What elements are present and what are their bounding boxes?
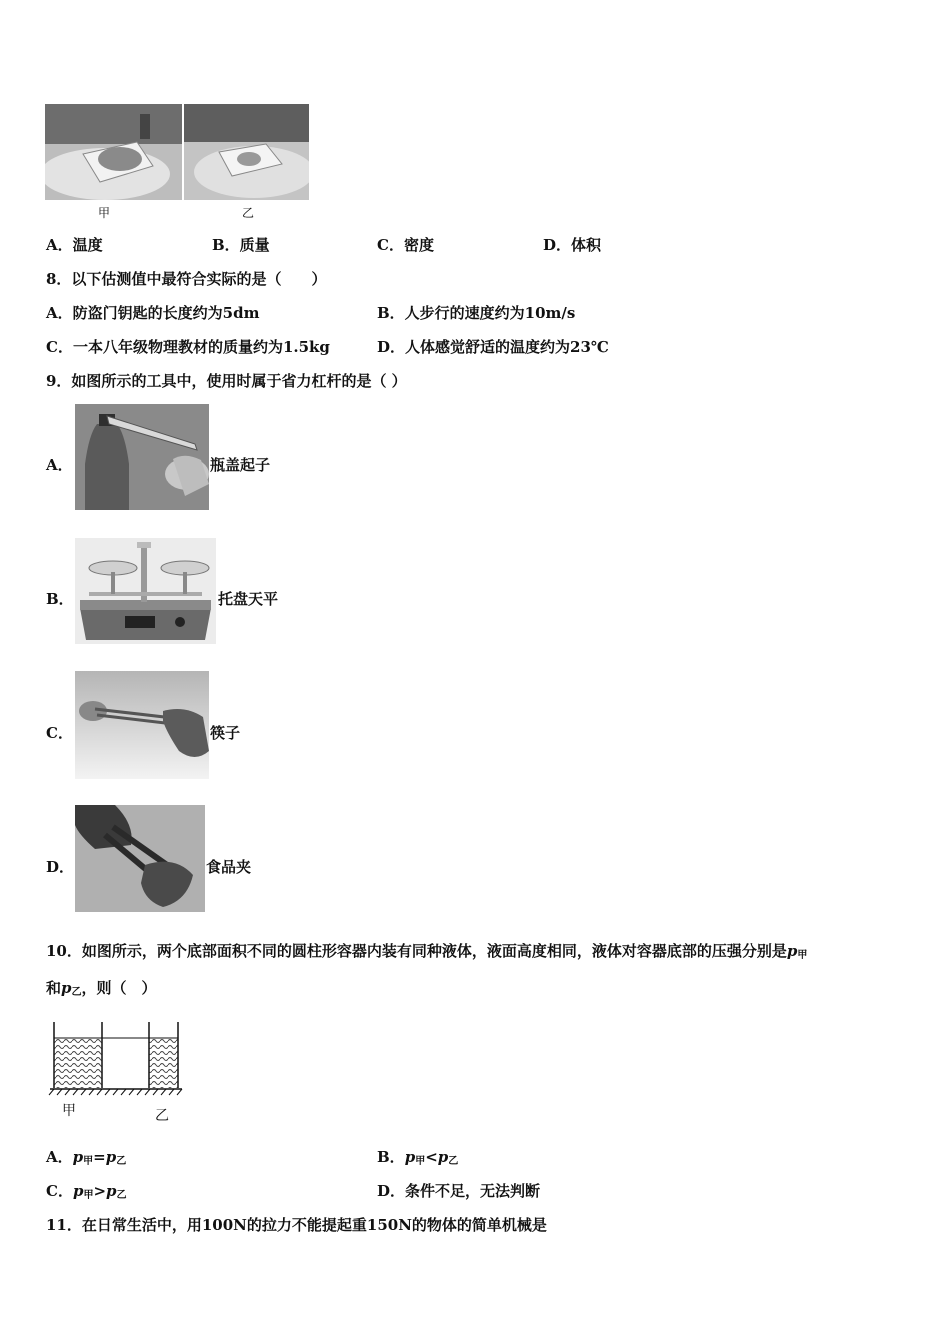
food-tongs-image: [75, 805, 205, 912]
figure-label-yi: 乙: [242, 206, 255, 220]
q9-option-a-letter[interactable]: A．: [46, 456, 73, 474]
figure-label-jia: 甲: [98, 206, 111, 220]
q9-stem: 9．如图所示的工具中，使用时属于省力杠杆的是（ ）: [46, 372, 407, 390]
q8-option-c[interactable]: C．一本八年级物理教材的质量约为1.5kg: [46, 338, 330, 356]
q9-option-b-label: 托盘天平: [218, 590, 279, 608]
q10-option-c[interactable]: C．p甲>p乙: [46, 1182, 127, 1201]
q9-option-d-label: 食品夹: [206, 858, 252, 876]
q8-option-a[interactable]: A．防盗门钥匙的长度约为5dm: [46, 304, 260, 322]
q10-sub-jia: 甲: [797, 950, 808, 961]
photo-jia: [45, 104, 182, 200]
bottle-opener-image: [75, 404, 209, 510]
q10-stem-text: 10．如图所示，两个底部面积不同的圆柱形容器内装有同种液体，液面高度相同，液体对容器底部的压强分别是: [46, 942, 787, 960]
q7-option-b[interactable]: B．质量: [212, 236, 270, 254]
photo-yi: [184, 104, 309, 200]
q7-option-c[interactable]: C．密度: [377, 236, 434, 254]
chopsticks-image: [75, 671, 209, 779]
q7-option-d[interactable]: D．体积: [543, 236, 602, 254]
q11-stem: 11．在日常生活中，用100N的拉力不能提起重150N的物体的简单机械是: [46, 1216, 547, 1234]
q9-option-c-letter[interactable]: C．: [46, 724, 73, 742]
q9-option-a-label: 瓶盖起子: [210, 456, 271, 474]
q10-option-d[interactable]: D．条件不足，无法判断: [377, 1182, 541, 1200]
q10-option-b[interactable]: B．p甲<p乙: [377, 1148, 459, 1167]
q9-option-b-letter[interactable]: B．: [46, 590, 74, 608]
q10-stem-line1: [46, 941, 807, 964]
q8-option-b[interactable]: B．人步行的速度约为10m/s: [377, 304, 576, 322]
q10-sub-yi: 乙: [71, 987, 82, 998]
q10-and: 和: [46, 979, 62, 997]
q8-stem: 8．以下估测值中最符合实际的是（ ）: [46, 270, 327, 288]
q10-p-symbol: p: [786, 942, 798, 960]
container-label-yi: 乙: [155, 1108, 169, 1124]
q10-stem-suffix: ，则（ ）: [81, 979, 157, 997]
q8-option-d[interactable]: D．人体感觉舒适的温度约为23℃: [377, 338, 609, 356]
q7-option-a[interactable]: A．温度: [46, 236, 103, 254]
balance-scale-image: [75, 538, 216, 644]
q10-stem-line2: [46, 978, 157, 1001]
q9-option-d-letter[interactable]: D．: [46, 858, 75, 876]
container-label-jia: 甲: [62, 1103, 76, 1119]
q10-p-symbol-2: p: [61, 979, 72, 997]
q9-option-c-label: 筷子: [210, 724, 241, 742]
q10-option-a[interactable]: A．p甲=p乙: [46, 1148, 127, 1167]
